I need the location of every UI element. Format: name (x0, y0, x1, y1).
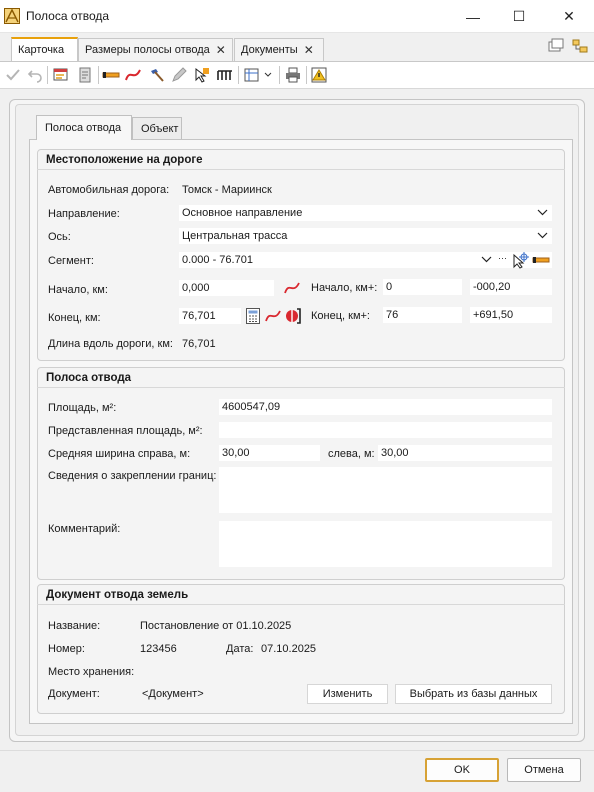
select-from-database-button[interactable] (395, 684, 552, 704)
start-kmplus-label: Начало, км+: (311, 282, 378, 294)
tab-strip-sizes[interactable] (78, 38, 233, 61)
chevron-down-icon[interactable] (264, 72, 272, 78)
footer-divider (0, 750, 594, 751)
hammer-icon[interactable] (148, 66, 166, 84)
rep-area-label: Представленная площадь, м²: (48, 425, 203, 437)
end-km-input[interactable] (179, 308, 241, 324)
direction-label: Направление: (48, 208, 120, 220)
doc-name-value: Постановление от 01.10.2025 (140, 620, 292, 632)
segment-label: Сегмент: (48, 255, 94, 267)
tab-label: Полоса отвода (45, 122, 122, 134)
doc-name-label: Название: (48, 620, 101, 632)
calculator-icon[interactable] (245, 307, 261, 325)
toolbar-separator (306, 66, 307, 84)
route-curve-icon[interactable] (124, 66, 142, 84)
folder-tree-icon[interactable] (572, 38, 588, 54)
width-right-value: 30,00 (222, 447, 250, 459)
cancel-button[interactable] (507, 758, 581, 782)
comment-label: Комментарий: (48, 523, 121, 535)
card-edit-icon[interactable] (52, 66, 70, 84)
axis-select[interactable] (179, 228, 552, 244)
close-icon: ✕ (563, 8, 575, 24)
length-value: 76,701 (182, 338, 216, 350)
doc-link-label: Документ: (48, 688, 100, 700)
width-left-value: 30,00 (381, 447, 409, 459)
chevron-down-icon[interactable] (537, 209, 548, 216)
start-km-value: 0,000 (182, 282, 210, 294)
tab-documents[interactable] (234, 38, 324, 61)
start-km-input[interactable] (179, 280, 274, 296)
button-label: OK (454, 764, 470, 776)
area-value: 4600547,09 (222, 401, 281, 413)
fixing-textarea[interactable] (219, 467, 552, 513)
measure-grid-icon[interactable] (216, 66, 234, 84)
width-left-input[interactable] (378, 445, 552, 461)
undo-icon[interactable] (26, 66, 44, 84)
doc-date-label: Дата: (226, 643, 254, 655)
axis-label: Ось: (48, 231, 71, 243)
change-document-button[interactable] (307, 684, 388, 704)
restore-panel-icon[interactable] (548, 38, 564, 54)
tab-card[interactable] (11, 37, 78, 61)
doc-number-value: 123456 (140, 643, 177, 655)
tab-label: Размеры полосы отвода (85, 44, 210, 56)
group-divider (37, 387, 565, 388)
tab-label: Карточка (18, 44, 65, 56)
button-label: Изменить (322, 688, 373, 700)
minimize-button[interactable] (450, 0, 496, 33)
ruler-icon[interactable] (532, 255, 550, 265)
comment-textarea[interactable] (219, 521, 552, 567)
start-kmplus-m-value: -000,20 (473, 281, 511, 293)
fixing-label: Сведения о закреплении границ: (48, 470, 217, 482)
select-pointer-icon[interactable] (193, 66, 211, 84)
end-kmplus-m-value: +691,50 (473, 309, 514, 321)
rep-area-input[interactable] (219, 422, 552, 438)
axis-value: Центральная трасса (182, 230, 288, 242)
end-marker-icon[interactable] (284, 307, 302, 325)
toolbar-separator (47, 66, 48, 84)
tab-label: Документы (241, 44, 298, 56)
area-input[interactable] (219, 399, 552, 415)
close-tab-icon[interactable]: ✕ (215, 43, 226, 57)
maximize-icon: ☐ (512, 8, 526, 24)
route-curve-icon[interactable] (283, 279, 301, 297)
toolbar-separator (98, 66, 99, 84)
start-kmplus-m-input[interactable] (470, 279, 552, 295)
start-kmplus-km-value: 0 (386, 281, 393, 293)
direction-select[interactable] (179, 205, 552, 221)
doc-number-label: Номер: (48, 643, 85, 655)
tab-object[interactable] (132, 117, 182, 139)
segment-value: 0.000 - 76.701 (182, 254, 253, 266)
road-value: Томск - Мариинск (182, 184, 272, 196)
end-kmplus-m-input[interactable] (470, 307, 552, 323)
chevron-down-icon[interactable] (537, 232, 548, 239)
width-right-label: Средняя ширина справа, м: (48, 448, 191, 460)
minimize-icon: — (466, 8, 480, 25)
tab-strip-of-way[interactable] (36, 115, 132, 140)
route-curve-icon[interactable] (264, 307, 282, 325)
storage-label: Место хранения: (48, 666, 135, 678)
printer-icon[interactable] (284, 66, 302, 84)
start-kmplus-km-input[interactable] (383, 279, 462, 295)
document-icon[interactable] (76, 66, 94, 84)
pencil-icon[interactable] (170, 66, 188, 84)
close-window-button[interactable] (546, 0, 592, 33)
toolbar-separator (238, 66, 239, 84)
group-divider (37, 604, 565, 605)
chevron-down-icon[interactable] (481, 256, 492, 263)
tab-label: Объект (141, 122, 179, 135)
end-kmplus-label: Конец, км+: (311, 310, 370, 322)
width-right-input[interactable] (219, 445, 320, 461)
width-left-label: слева, м: (328, 448, 375, 460)
doc-link-value[interactable]: <Документ> (142, 688, 204, 700)
ruler-icon[interactable] (102, 66, 120, 84)
app-icon (4, 8, 20, 24)
document-group-title: Документ отвода земель (46, 589, 189, 601)
table-view-icon[interactable] (243, 66, 261, 84)
road-label: Автомобильная дорога: (48, 184, 170, 196)
window-title: Полоса отвода (26, 9, 110, 23)
close-tab-icon[interactable]: ✕ (303, 43, 314, 57)
strip-group-title: Полоса отвода (46, 372, 132, 384)
start-km-label: Начало, км: (48, 284, 108, 296)
doc-date-value: 07.10.2025 (261, 643, 317, 655)
end-kmplus-km-value: 76 (386, 309, 399, 321)
button-label: Выбрать из базы данных (409, 688, 538, 700)
location-group-title: Местоположение на дороге (46, 154, 203, 166)
group-divider (37, 169, 565, 170)
ok-button[interactable] (425, 758, 499, 782)
direction-value: Основное направление (182, 207, 303, 219)
checkmark-icon[interactable] (4, 66, 22, 84)
length-label: Длина вдоль дороги, км: (48, 338, 173, 350)
area-label: Площадь, м²: (48, 402, 117, 414)
end-km-label: Конец, км: (48, 312, 101, 324)
maximize-button[interactable] (496, 0, 542, 33)
warning-icon[interactable] (310, 66, 328, 84)
pick-on-map-icon[interactable] (512, 252, 529, 269)
toolbar-separator (279, 66, 280, 84)
end-km-value: 76,701 (182, 310, 216, 322)
end-kmplus-km-input[interactable] (383, 307, 462, 323)
segment-select[interactable] (179, 252, 552, 268)
button-label: Отмена (524, 764, 564, 776)
more-options-button[interactable]: ··· (498, 253, 507, 263)
